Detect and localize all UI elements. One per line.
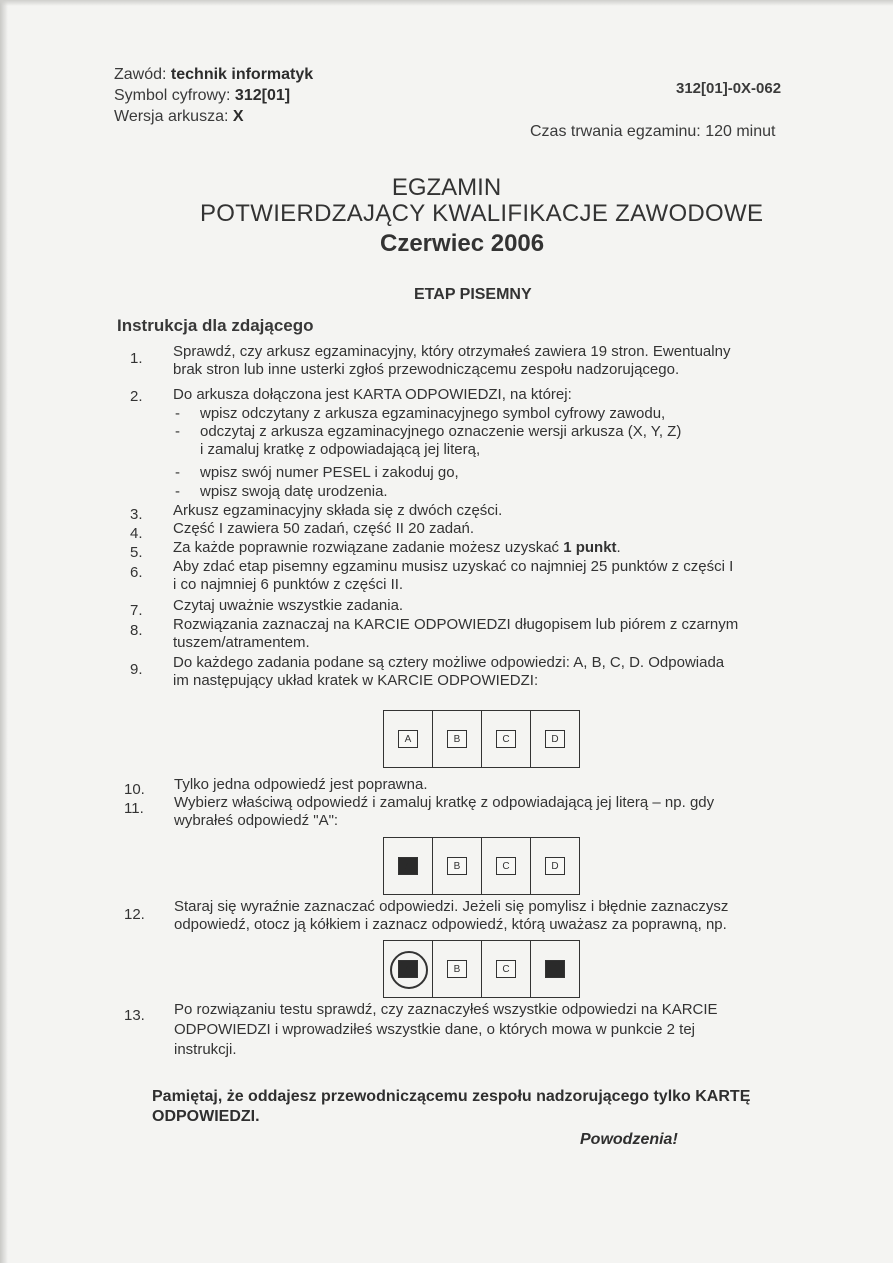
answer-grid-corrected	[383, 940, 580, 998]
sub-item-3: wpisz swój numer PESEL i zakoduj go,	[200, 464, 459, 481]
version-label: Wersja arkusza:	[114, 108, 229, 125]
instruction-item-9	[173, 654, 823, 690]
answer-grid-example	[383, 710, 580, 768]
exam-duration: Czas trwania egzaminu: 120 minut	[530, 123, 776, 140]
item-line: tuszem/atramentem.	[173, 634, 310, 651]
dash: -	[175, 423, 180, 440]
symbol-value: 312[01]	[234, 87, 291, 104]
closing-reminder: Pamiętaj, że oddajesz przewodniczącemu zespołu nadzorującego tylko KARTĘ ODPOWIEDZI.	[152, 1088, 751, 1125]
instruction-item-10: Tylko jedna odpowiedź jest poprawna.	[174, 776, 428, 793]
answer-cell-a	[384, 941, 433, 997]
checkbox-d-filled: D	[545, 960, 565, 978]
sub-line: odczytaj z arkusza egzaminacyjnego oznaczenie wersji arkusza (X, Y, Z)	[200, 423, 682, 440]
answer-cell-c	[482, 838, 531, 894]
profession-value: technik informatyk	[170, 66, 314, 83]
scan-top-shadow	[0, 0, 893, 6]
item-bold: 1 punkt	[563, 539, 617, 556]
checkbox-a-filled: A	[398, 960, 418, 978]
item-line: Staraj się wyraźnie zaznaczać odpowiedzi. Jeżeli się pomylisz i błędnie zaznaczysz	[174, 898, 729, 915]
checkbox-d: D	[545, 730, 565, 748]
sub-item-4: wpisz swoją datę urodzenia.	[200, 483, 388, 500]
sheet-code: 312[01]-0X-062	[676, 80, 782, 97]
checkbox-d: D	[545, 857, 565, 875]
version-value: X	[232, 108, 244, 125]
item-number: 2.	[130, 388, 143, 405]
answer-cell-d	[531, 838, 579, 894]
instructions-heading: Instrukcja dla zdającego	[117, 316, 314, 335]
checkbox-a: A	[398, 730, 418, 748]
title-date: Czerwiec 2006	[380, 230, 545, 257]
item-text: .	[616, 539, 621, 556]
instruction-item-1	[173, 343, 823, 379]
stage-label: ETAP PISEMNY	[414, 286, 532, 303]
item-line: wybrałeś odpowiedź "A":	[174, 812, 339, 829]
item-line: Do każdego zadania podane są cztery możliwe odpowiedzi: A, B, C, D. Odpowiada	[173, 654, 725, 671]
item-number: 8.	[130, 622, 143, 639]
profession-label: Zawód:	[114, 66, 167, 83]
item-line: im następujący układ kratek w KARCIE ODPOWIEDZI:	[173, 672, 539, 689]
item-line: Sprawdź, czy arkusz egzaminacyjny, który otrzymałeś zawiera 19 stron. Ewentualny	[173, 343, 731, 360]
item-number: 12.	[124, 906, 145, 923]
dash: -	[175, 464, 180, 481]
item-line: ODPOWIEDZI i wprowadziłeś wszystkie dane, o których mowa w punkcie 2 tej	[174, 1021, 696, 1038]
checkbox-c: C	[496, 857, 516, 875]
answer-cell-a	[384, 711, 433, 767]
item-number: 9.	[130, 661, 143, 678]
answer-cell-b	[433, 711, 482, 767]
instruction-item-5	[173, 539, 621, 557]
instruction-item-13	[174, 1000, 824, 1060]
checkbox-c: C	[496, 730, 516, 748]
answer-cell-c	[482, 711, 531, 767]
checkbox-c: C	[496, 960, 516, 978]
instruction-item-7: Czytaj uważnie wszystkie zadania.	[173, 597, 404, 614]
instruction-item-6	[173, 558, 823, 594]
sub-item-1: wpisz odczytany z arkusza egzaminacyjnego symbol cyfrowy zawodu,	[200, 405, 666, 422]
item-line: i co najmniej 6 punktów z części II.	[173, 576, 404, 593]
dash: -	[175, 405, 180, 422]
circled-answer	[398, 960, 418, 978]
item-number: 5.	[130, 544, 143, 561]
answer-cell-d	[531, 711, 579, 767]
instruction-item-12	[174, 898, 824, 934]
correction-circle-icon	[390, 951, 428, 989]
instruction-item-8	[173, 616, 823, 652]
instruction-item-11	[174, 794, 824, 830]
item-number: 11.	[124, 800, 144, 817]
item-line: instrukcji.	[174, 1041, 237, 1058]
item-number: 7.	[130, 602, 143, 619]
sub-item-2	[200, 423, 820, 459]
answer-cell-a	[384, 838, 433, 894]
sub-line: i zamaluj kratkę z odpowiadającą jej literą,	[200, 441, 481, 458]
answer-grid-marked-a	[383, 837, 580, 895]
item-line: brak stron lub inne usterki zgłoś przewodniczącemu zespołu nadzorującego.	[173, 361, 680, 378]
exam-metadata	[114, 64, 313, 127]
item-number: 6.	[130, 564, 143, 581]
item-text: Za każde poprawnie rozwiązane zadanie możesz uzyskać	[173, 539, 564, 556]
item-line: odpowiedź, otocz ją kółkiem i zaznacz odpowiedź, którą uważasz za poprawną, np.	[174, 916, 727, 933]
item-line: Aby zdać etap pisemny egzaminu musisz uzyskać co najmniej 25 punktów z części I	[173, 558, 734, 575]
checkbox-a-filled: A	[398, 857, 418, 875]
item-line: Rozwiązania zaznaczaj na KARCIE ODPOWIEDZI długopisem lub piórem z czarnym	[173, 616, 739, 633]
answer-cell-b	[433, 941, 482, 997]
item-number: 3.	[130, 506, 143, 523]
answer-cell-d	[531, 941, 579, 997]
instruction-item-3: Arkusz egzaminacyjny składa się z dwóch części.	[173, 502, 503, 519]
item-line: Po rozwiązaniu testu sprawdź, czy zaznaczyłeś wszystkie odpowiedzi na KARCIE	[174, 1001, 718, 1018]
good-luck-text: Powodzenia!	[580, 1131, 678, 1148]
checkbox-b: B	[447, 960, 467, 978]
item-number: 1.	[130, 350, 143, 367]
item-line: Wybierz właściwą odpowiedź i zamaluj kratkę z odpowiadającą jej literą – np. gdy	[174, 794, 715, 811]
item-number: 10.	[124, 781, 145, 798]
item-number: 4.	[130, 525, 143, 542]
checkbox-b: B	[447, 857, 467, 875]
answer-cell-c	[482, 941, 531, 997]
answer-cell-b	[433, 838, 482, 894]
title-qualification: POTWIERDZAJĄCY KWALIFIKACJE ZAWODOWE	[200, 200, 764, 227]
instruction-item-4: Część I zawiera 50 zadań, część II 20 zadań.	[173, 520, 474, 537]
symbol-label: Symbol cyfrowy:	[114, 87, 231, 104]
title-exam: EGZAMIN	[391, 174, 502, 201]
dash: -	[175, 483, 180, 500]
item-number: 13.	[124, 1007, 145, 1024]
instruction-item-2: Do arkusza dołączona jest KARTA ODPOWIEDZI, na której:	[173, 386, 572, 403]
checkbox-b: B	[447, 730, 467, 748]
